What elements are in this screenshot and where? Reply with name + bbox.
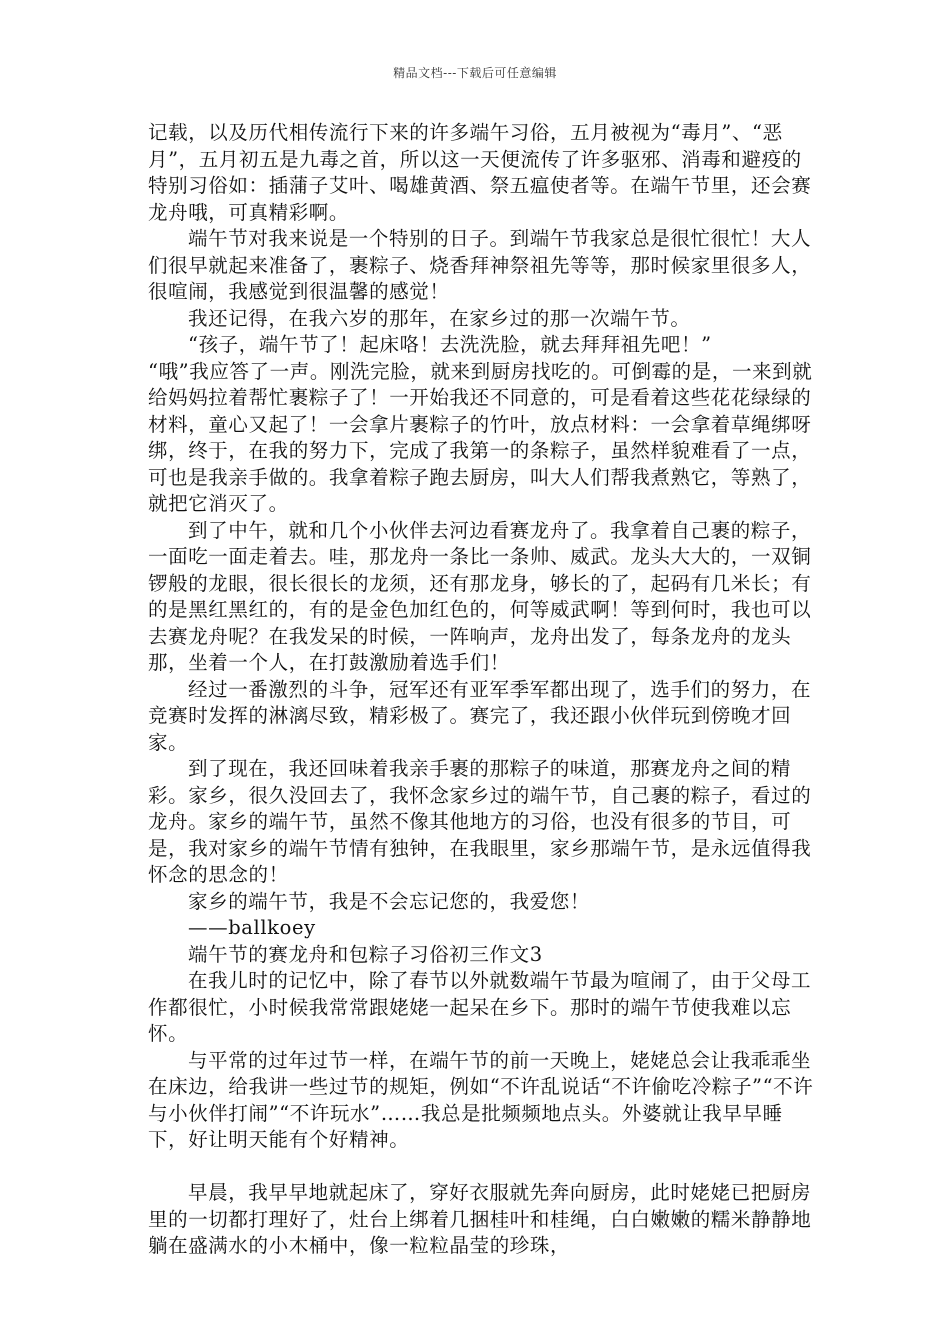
- paragraph-12: 在我儿时的记忆中，除了春节以外就数端午节最为喧闹了，由于父母工作都很忙，小时候我常常跟姥姥一起呆在乡下。那时的端午节使我难以忘怀。: [148, 969, 812, 1045]
- essay-title: 端午节的赛龙舟和包粽子习俗初三作文3: [188, 942, 543, 966]
- paragraph-7: 经过一番激烈的斗争，冠军还有亚军季军都出现了，选手们的努力，在竞赛时发挥的淋漓尽致，精彩极了。赛完了，我还跟小伙伴玩到傍晚才回家。: [148, 677, 812, 754]
- paragraph-8: 到了现在，我还回味着我亲手裹的那粽子的味道，那赛龙舟之间的精彩。家乡，很久没回去了，我怀念家乡过的端午节，自己裹的粽子，看过的龙舟。家乡的端午节，虽然不像其他地方的习俗，也没有很多的节目，可是，我对家乡的端午节情有独钟，在我眼里，家乡那端午节，是永远值得我怀念的思念的！: [148, 757, 812, 886]
- paragraph-6: 到了中午，就和几个小伙伴去河边看赛龙舟了。我拿着自己裹的粽子，一面吃一面走着去。哇，那龙舟一条比一条帅、威武。龙头大大的，一双铜锣般的龙眼，很长很长的龙须，还有那龙身，够长的了，起码有几米长；有的是黑红黑红的，有的是金色加红色的，何等威武啊！等到何时，我也可以去赛龙舟呢？在我发呆的时候，一阵响声，龙舟出发了，每条龙舟的龙头那，坐着一个人，在打鼓激励着选手们！: [148, 518, 812, 674]
- paragraph-15: 早晨，我早早地就起床了，穿好衣服就先奔向厨房，此时姥姥已把厨房里的一切都打理好了，灶台上绑着几捆桂叶和桂绳，白白嫩嫩的糯米静静地躺在盛满水的小木桶中，像一粒粒晶莹的珍珠，: [148, 1181, 812, 1257]
- paragraph-4: “孩子，端午节了！起床咯！去洗洗脸，就去拜拜祖先吧！”: [188, 333, 712, 356]
- paragraph-3: 我还记得，在我六岁的那年，在家乡过的那一次端午节。: [188, 306, 691, 330]
- paragraph-2: 端午节对我来说是一个特别的日子。到端午节我家总是很忙很忙！大人们很早就起来准备了，裹粽子、烧香拜神祭祖先等等，那时候家里很多人，很喧闹，我感觉到很温馨的感觉！: [148, 227, 812, 303]
- document-body: [148, 120, 818, 1260]
- paragraph-9: 家乡的端午节，我是不会忘记您的，我爱您！: [188, 889, 591, 913]
- author-signature: ——ballkoey: [188, 916, 316, 939]
- paragraph-5: “哦”我应答了一声。刚洗完脸，就来到厨房找吃的。可倒霉的是，一来到就给妈妈拉着帮忙裹粽子了！一开始我还不同意的，可是看着这些花花绿绿的材料，童心又起了！一会拿片裹粽子的竹叶，放点材料：一会拿着草绳绑呀绑，终于，在我的努力下，完成了我第一的条粽子，虽然样貌难看了一点，可也是我亲手做的。我拿着粽子跑去厨房，叫大人们帮我煮熟它，等熟了，就把它消灭了。: [148, 359, 813, 515]
- paragraph-1: 记载，以及历代相传流行下来的许多端午习俗，五月被视为“毒月”、“恶月”，五月初五是九毒之首，所以这一天便流传了许多驱邪、消毒和避疫的特别习俗如：插蒲子艾叶、喝雄黄酒、祭五瘟使者等。在端午节里，还会赛龙舟哦，可真精彩啊。: [148, 121, 812, 224]
- blank-line: [148, 1154, 818, 1181]
- page-header: 精品文档---下载后可任意编辑: [393, 66, 557, 80]
- paragraph-13: 与平常的过年过节一样，在端午节的前一天晚上，姥姥总会让我乖乖坐在床边，给我讲一些过节的规矩，例如“不许乱说话“不许偷吃冷粽子”“不许与小伙伴打闹”“不许玩水”……我总是批频频地点头。外婆就让我早早睡下，好让明天能有个好精神。: [148, 1048, 814, 1151]
